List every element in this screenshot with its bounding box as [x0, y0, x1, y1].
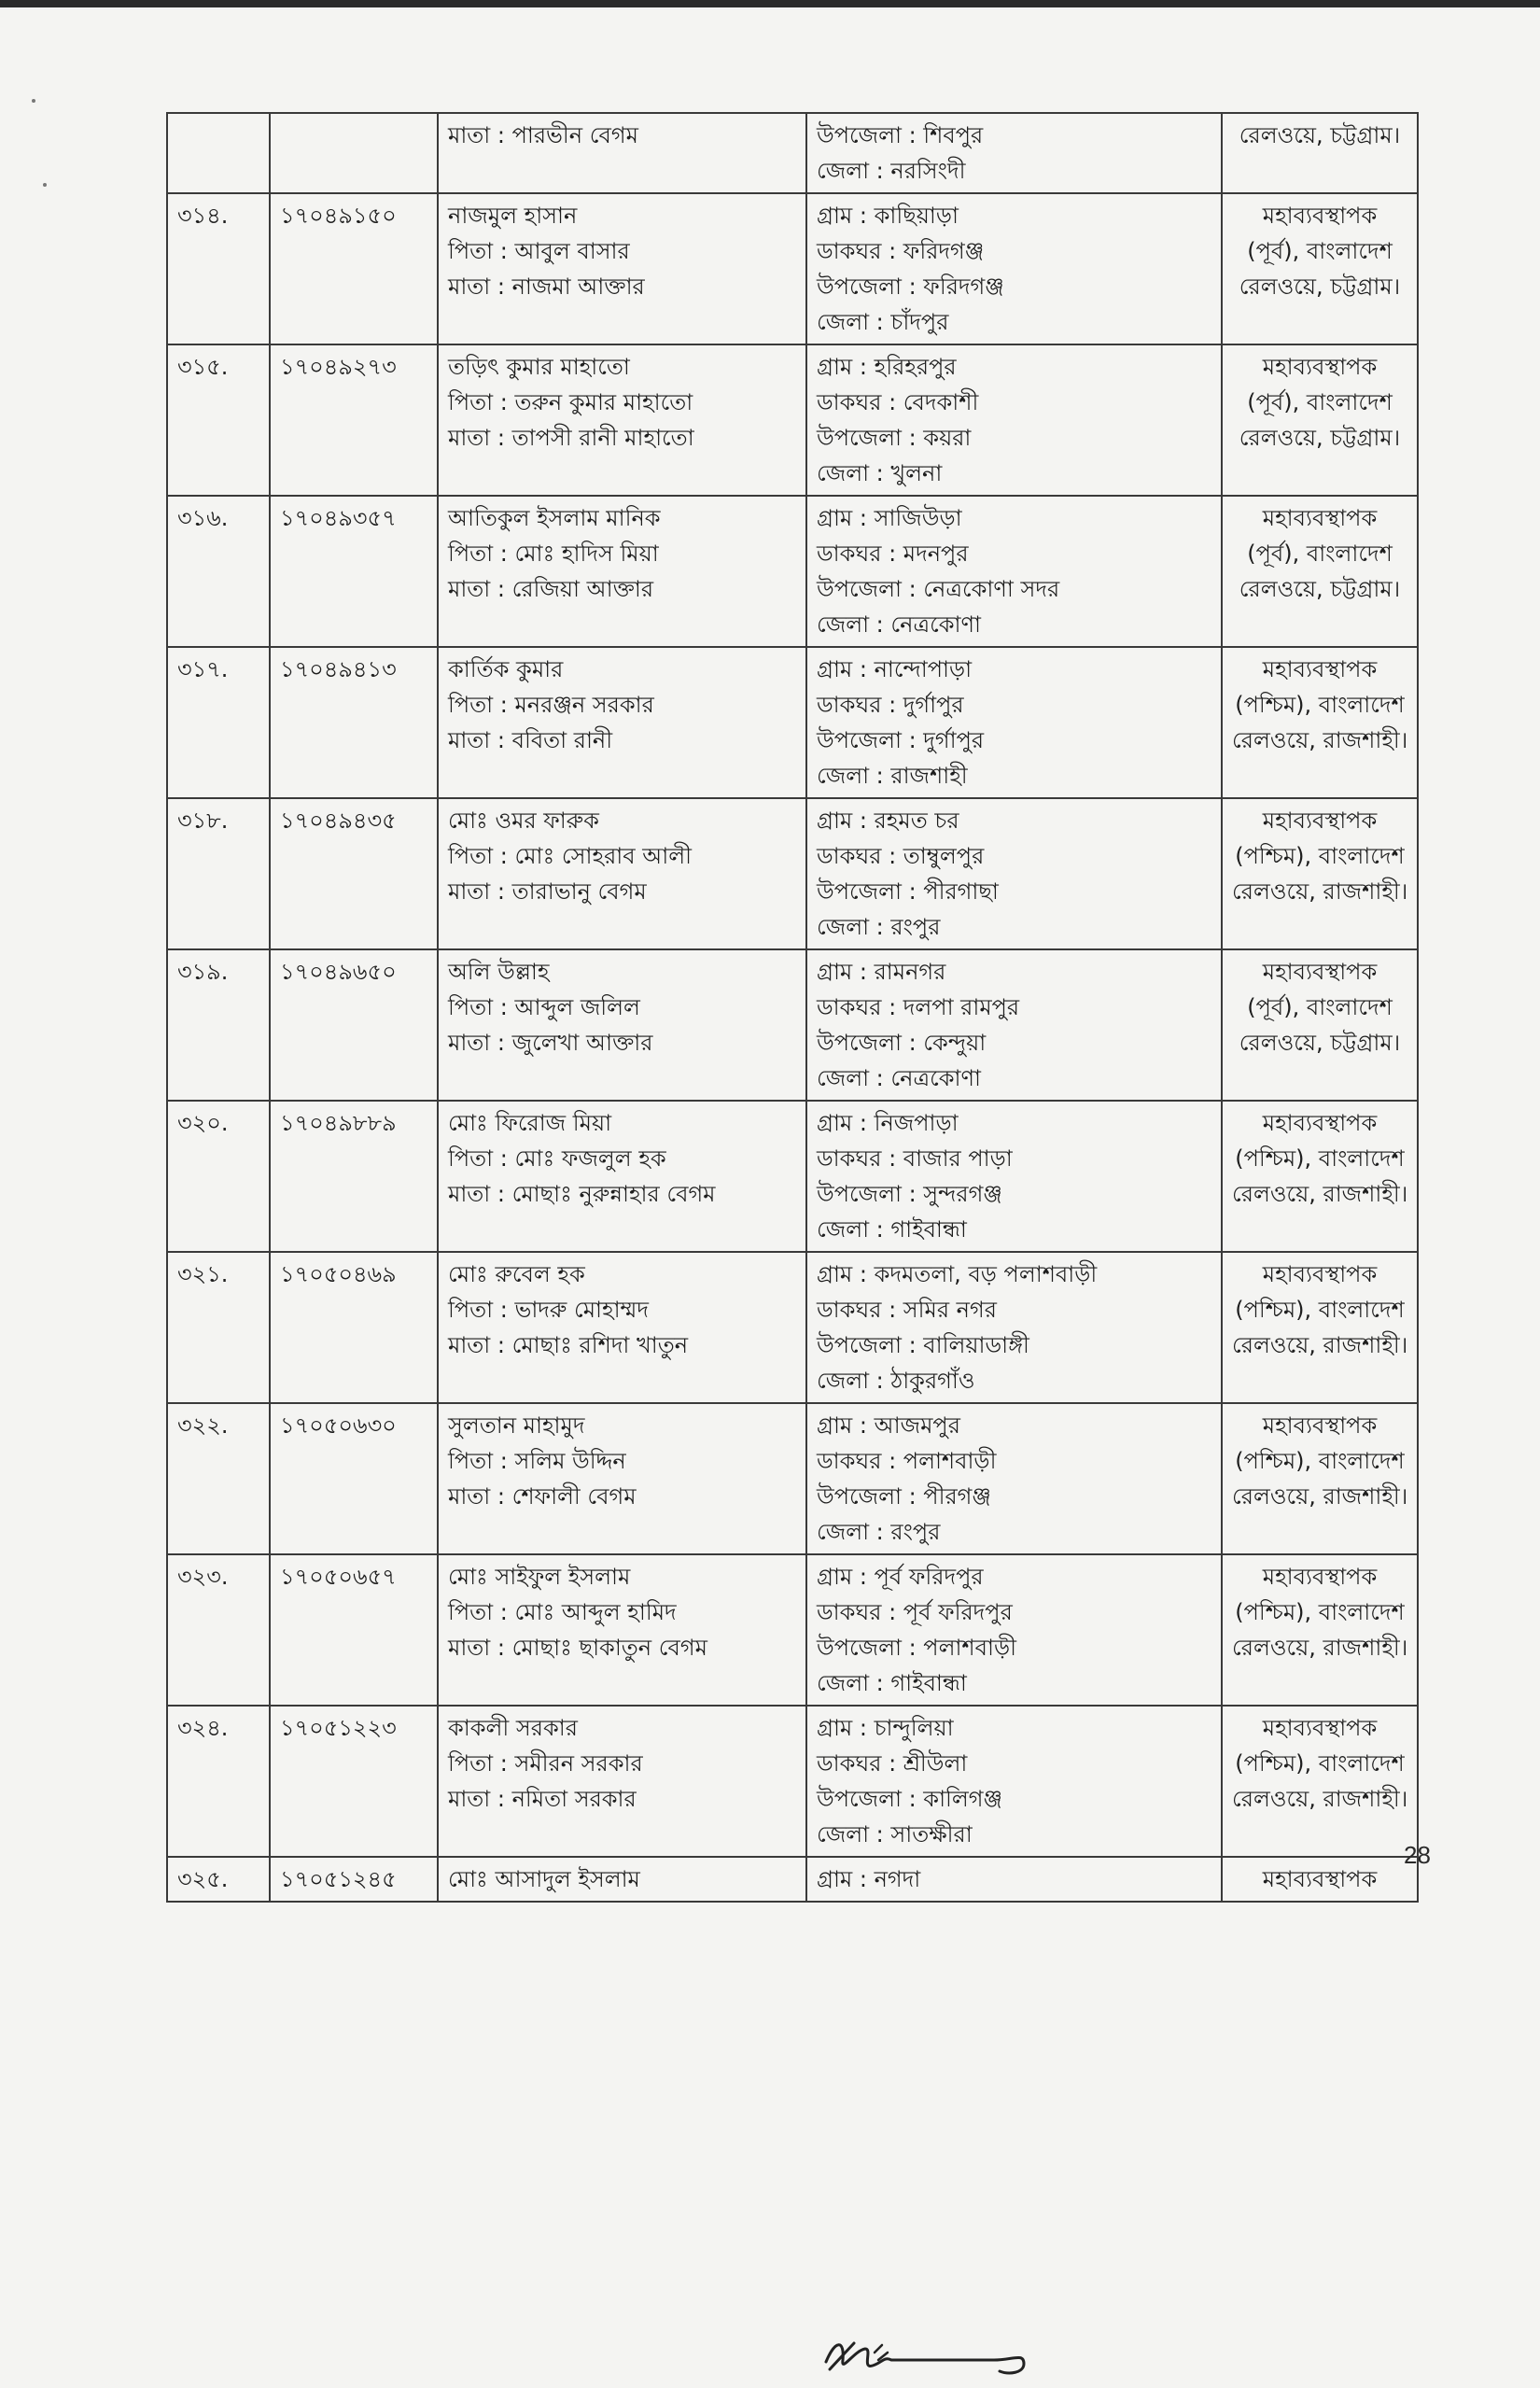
- posting-office-cell-line: (পূর্ব), বাংলাদেশ: [1247, 541, 1393, 567]
- serial-number-cell: [167, 949, 270, 1101]
- candidate-name-cell-line: মাতা : জুলেখা আক্তার: [448, 1030, 653, 1056]
- candidate-name-cell-line: মাতা : ববিতা রানী: [448, 727, 613, 753]
- roll-number-cell: [270, 1252, 438, 1403]
- roll-number-cell-line: ১৭০৫০৪৬৯: [280, 1261, 397, 1287]
- posting-office-cell-line: রেলওয়ে, রাজশাহী।: [1232, 1635, 1408, 1661]
- roll-number-cell: [270, 1403, 438, 1554]
- candidate-name-cell-line: পিতা : মোঃ ফজলুল হক: [448, 1145, 666, 1172]
- candidate-name-cell-line: মোঃ রুবেল হক: [448, 1261, 585, 1287]
- serial-number-cell-line: ৩২৩.: [177, 1564, 229, 1590]
- table-row: [167, 1554, 1418, 1706]
- address-cell-line: জেলা : রংপুর: [817, 914, 941, 940]
- posting-office-cell-line: (পশ্চিম), বাংলাদেশ: [1235, 1297, 1405, 1323]
- candidate-name-cell-line: পিতা : সমীরন সরকার: [448, 1750, 643, 1777]
- table-row: [167, 1403, 1418, 1554]
- candidate-name-cell: [438, 1706, 806, 1857]
- posting-office-cell: [1222, 1403, 1418, 1554]
- table-row: [167, 647, 1418, 798]
- table-row: [167, 1857, 1418, 1902]
- address-cell-line: গ্রাম : আজমপুর: [817, 1412, 960, 1439]
- posting-office-cell-line: রেলওয়ে, রাজশাহী।: [1232, 1786, 1408, 1812]
- posting-office-cell: [1222, 113, 1418, 193]
- address-cell-line: গ্রাম : সাজিউড়া: [817, 505, 962, 531]
- address-cell-line: উপজেলা : কেন্দুয়া: [817, 1030, 987, 1056]
- posting-office-cell-line: মহাব্যবস্থাপক: [1262, 1564, 1378, 1590]
- address-cell-line: ডাকঘর : তাম্বুলপুর: [817, 843, 985, 869]
- roll-number-cell: [270, 1101, 438, 1252]
- serial-number-cell: [167, 1554, 270, 1706]
- address-cell: [806, 496, 1222, 647]
- posting-office-cell: [1222, 798, 1418, 949]
- scan-speck: [43, 183, 47, 187]
- roll-number-cell-line: ১৭০৫০৬৫৭: [280, 1564, 397, 1590]
- table-row: [167, 1252, 1418, 1403]
- roll-number-cell: [270, 949, 438, 1101]
- address-cell-line: উপজেলা : কয়রা: [817, 425, 972, 451]
- table-row: [167, 193, 1418, 344]
- candidate-name-cell-line: সুলতান মাহামুদ: [448, 1412, 585, 1439]
- scan-speck: [32, 99, 35, 103]
- serial-number-cell-line: ৩২০.: [177, 1110, 229, 1136]
- candidate-name-cell: [438, 1403, 806, 1554]
- candidate-name-cell-line: মাতা : নমিতা সরকার: [448, 1786, 637, 1812]
- posting-office-cell-line: (পশ্চিম), বাংলাদেশ: [1235, 1145, 1405, 1172]
- candidate-name-cell-line: পিতা : তরুন কুমার মাহাতো: [448, 389, 693, 415]
- address-cell-line: গ্রাম : কদমতলা, বড় পলাশবাড়ী: [817, 1261, 1098, 1287]
- candidate-name-cell: [438, 1554, 806, 1706]
- posting-office-cell-line: রেলওয়ে, রাজশাহী।: [1232, 1332, 1408, 1358]
- posting-office-cell-line: রেলওয়ে, চট্টগ্রাম।: [1239, 1030, 1401, 1056]
- serial-number-cell: [167, 344, 270, 496]
- roll-number-cell: [270, 798, 438, 949]
- posting-office-cell-line: রেলওয়ে, রাজশাহী।: [1232, 1483, 1408, 1510]
- candidate-name-cell-line: মাতা : শেফালী বেগম: [448, 1483, 637, 1510]
- address-cell: [806, 647, 1222, 798]
- roll-number-cell: [270, 647, 438, 798]
- address-cell: [806, 113, 1222, 193]
- address-cell: [806, 1706, 1222, 1857]
- posting-office-cell-line: মহাব্যবস্থাপক: [1262, 203, 1378, 229]
- address-cell-line: উপজেলা : ফরিদগঞ্জ: [817, 274, 1004, 300]
- candidate-name-cell-line: মাতা : রেজিয়া আক্তার: [448, 576, 654, 602]
- address-cell-line: গ্রাম : নগদা: [817, 1866, 921, 1892]
- serial-number-cell-line: ৩১৯.: [177, 959, 229, 985]
- posting-office-cell-line: মহাব্যবস্থাপক: [1262, 354, 1378, 380]
- posting-office-cell-line: (পশ্চিম), বাংলাদেশ: [1235, 692, 1405, 718]
- candidate-name-cell-line: অলি উল্লাহ: [448, 959, 550, 985]
- candidate-name-cell-line: পিতা : ভাদরু মোহাম্মদ: [448, 1297, 649, 1323]
- serial-number-cell-line: ৩২৫.: [177, 1866, 229, 1892]
- address-cell-line: উপজেলা : বালিয়াডাঙ্গী: [817, 1332, 1029, 1358]
- candidate-name-cell: [438, 1101, 806, 1252]
- serial-number-cell: [167, 1101, 270, 1252]
- candidate-name-cell-line: নাজমুল হাসান: [448, 203, 578, 229]
- candidate-name-cell: [438, 496, 806, 647]
- candidate-name-cell-line: কাকলী সরকার: [448, 1715, 578, 1741]
- posting-office-cell: [1222, 647, 1418, 798]
- candidate-name-cell-line: পিতা : আব্দুল জলিল: [448, 994, 640, 1020]
- address-cell-line: উপজেলা : পীরগঞ্জ: [817, 1483, 991, 1510]
- candidate-name-cell-line: মাতা : মোছাঃ ছাকাতুন বেগম: [448, 1635, 707, 1661]
- posting-office-cell: [1222, 1101, 1418, 1252]
- posting-office-cell-line: রেলওয়ে, চট্টগ্রাম।: [1239, 122, 1401, 148]
- posting-office-cell-line: মহাব্যবস্থাপক: [1262, 656, 1378, 682]
- roll-number-cell-line: ১৭০৪৯৮৮৯: [280, 1110, 397, 1136]
- address-cell-line: উপজেলা : দুর্গাপুর: [817, 727, 985, 753]
- candidate-name-cell-line: মোঃ ফিরোজ মিয়া: [448, 1110, 612, 1136]
- posting-office-cell-line: মহাব্যবস্থাপক: [1262, 505, 1378, 531]
- candidate-name-cell: [438, 344, 806, 496]
- candidate-name-cell-line: পিতা : মনরঞ্জন সরকার: [448, 692, 654, 718]
- posting-office-cell-line: (পূর্ব), বাংলাদেশ: [1247, 389, 1393, 415]
- address-cell-line: জেলা : নেত্রকোণা: [817, 611, 981, 638]
- roll-number-cell: [270, 113, 438, 193]
- serial-number-cell-line: ৩১৭.: [177, 656, 229, 682]
- posting-office-cell-line: মহাব্যবস্থাপক: [1262, 808, 1378, 834]
- address-cell: [806, 1252, 1222, 1403]
- candidate-name-cell: [438, 1857, 806, 1902]
- posting-office-cell-line: মহাব্যবস্থাপক: [1262, 1261, 1378, 1287]
- roll-number-cell: [270, 193, 438, 344]
- posting-office-cell: [1222, 1706, 1418, 1857]
- address-cell: [806, 949, 1222, 1101]
- candidate-name-cell-line: পিতা : মোঃ হাদিস মিয়া: [448, 541, 659, 567]
- address-cell-line: উপজেলা : নেত্রকোণা সদর: [817, 576, 1060, 602]
- roll-number-cell-line: ১৭০৪৯৩৫৭: [280, 505, 397, 531]
- address-cell-line: জেলা : গাইবান্ধা: [817, 1216, 967, 1243]
- address-cell-line: জেলা : গাইবান্ধা: [817, 1670, 967, 1696]
- table-row: [167, 1706, 1418, 1857]
- address-cell-line: ডাকঘর : বেদকাশী: [817, 389, 979, 415]
- candidate-name-cell-line: মোঃ সাইফুল ইসলাম: [448, 1564, 631, 1590]
- candidate-name-cell-line: পিতা : সলিম উদ্দিন: [448, 1448, 626, 1474]
- address-cell: [806, 1403, 1222, 1554]
- posting-office-cell: [1222, 1857, 1418, 1902]
- posting-office-cell: [1222, 193, 1418, 344]
- candidate-name-cell-line: মোঃ আসাদুল ইসলাম: [448, 1866, 640, 1892]
- candidate-name-cell: [438, 798, 806, 949]
- address-cell-line: গ্রাম : কাছিয়াড়া: [817, 203, 959, 229]
- candidate-name-cell-line: মোঃ ওমর ফারুক: [448, 808, 599, 834]
- address-cell-line: জেলা : নরসিংদী: [817, 158, 966, 184]
- address-cell: [806, 798, 1222, 949]
- address-cell-line: ডাকঘর : পলাশবাড়ী: [817, 1448, 997, 1474]
- posting-office-cell-line: রেলওয়ে, রাজশাহী।: [1232, 1181, 1408, 1207]
- roll-number-cell-line: ১৭০৪৯৬৫০: [280, 959, 397, 985]
- address-cell-line: উপজেলা : পীরগাছা: [817, 878, 999, 905]
- roll-number-cell-line: ১৭০৪৯১৫০: [280, 203, 397, 229]
- roll-number-cell: [270, 496, 438, 647]
- serial-number-cell: [167, 798, 270, 949]
- roll-number-cell-line: ১৭০৪৯৪১৩: [280, 656, 397, 682]
- serial-number-cell: [167, 1403, 270, 1554]
- address-cell-line: ডাকঘর : বাজার পাড়া: [817, 1145, 1013, 1172]
- roll-number-cell-line: ১৭০৪৯২৭৩: [280, 354, 397, 380]
- address-cell: [806, 1554, 1222, 1706]
- table-row: [167, 949, 1418, 1101]
- candidate-table: [166, 112, 1419, 1903]
- posting-office-cell-line: রেলওয়ে, চট্টগ্রাম।: [1239, 425, 1401, 451]
- address-cell-line: ডাকঘর : সমির নগর: [817, 1297, 997, 1323]
- candidate-name-cell-line: পিতা : মোঃ আব্দুল হামিদ: [448, 1599, 677, 1625]
- table-row: [167, 1101, 1418, 1252]
- address-cell-line: উপজেলা : পলাশবাড়ী: [817, 1635, 1016, 1661]
- serial-number-cell: [167, 1252, 270, 1403]
- posting-office-cell-line: রেলওয়ে, রাজশাহী।: [1232, 727, 1408, 753]
- candidate-name-cell-line: আতিকুল ইসলাম মানিক: [448, 505, 661, 531]
- candidate-name-cell-line: মাতা : মোছাঃ রশিদা খাতুন: [448, 1332, 689, 1358]
- address-cell-line: জেলা : সাতক্ষীরা: [817, 1821, 973, 1847]
- address-cell: [806, 193, 1222, 344]
- roll-number-cell-line: ১৭০৫১২৪৫: [280, 1866, 397, 1892]
- address-cell: [806, 344, 1222, 496]
- top-border-line: [0, 0, 1540, 7]
- serial-number-cell-line: ৩২৪.: [177, 1715, 229, 1741]
- signature-mark: [817, 2332, 1041, 2388]
- candidate-name-cell: [438, 193, 806, 344]
- address-cell-line: গ্রাম : পূর্ব ফরিদপুর: [817, 1564, 984, 1590]
- posting-office-cell: [1222, 496, 1418, 647]
- address-cell-line: ডাকঘর : মদনপুর: [817, 541, 969, 567]
- roll-number-cell-line: ১৭০৫০৬৩০: [280, 1412, 397, 1439]
- candidate-name-cell-line: মাতা : পারভীন বেগম: [448, 122, 638, 148]
- serial-number-cell-line: ৩২১.: [177, 1261, 229, 1287]
- posting-office-cell-line: (পূর্ব), বাংলাদেশ: [1247, 238, 1393, 264]
- address-cell-line: জেলা : খুলনা: [817, 460, 943, 486]
- candidate-name-cell-line: মাতা : নাজমা আক্তার: [448, 274, 645, 300]
- address-cell-line: গ্রাম : হরিহরপুর: [817, 354, 957, 380]
- address-cell: [806, 1101, 1222, 1252]
- address-cell-line: জেলা : নেত্রকোণা: [817, 1065, 981, 1091]
- posting-office-cell-line: রেলওয়ে, চট্টগ্রাম।: [1239, 274, 1401, 300]
- address-cell-line: জেলা : রাজশাহী: [817, 763, 968, 789]
- address-cell-line: গ্রাম : নান্দোপাড়া: [817, 656, 973, 682]
- serial-number-cell-line: ৩১৮.: [177, 808, 229, 834]
- roll-number-cell: [270, 344, 438, 496]
- address-cell-line: গ্রাম : রামনগর: [817, 959, 946, 985]
- serial-number-cell: [167, 1706, 270, 1857]
- address-cell-line: ডাকঘর : দলপা রামপুর: [817, 994, 1020, 1020]
- posting-office-cell-line: মহাব্যবস্থাপক: [1262, 1110, 1378, 1136]
- address-cell-line: ডাকঘর : শ্রীউলা: [817, 1750, 968, 1777]
- table-row: [167, 496, 1418, 647]
- address-cell-line: ডাকঘর : পূর্ব ফরিদপুর: [817, 1599, 1013, 1625]
- serial-number-cell: [167, 193, 270, 344]
- serial-number-cell-line: ৩১৫.: [177, 354, 229, 380]
- candidate-name-cell: [438, 949, 806, 1101]
- address-cell-line: ডাকঘর : ফরিদগঞ্জ: [817, 238, 985, 264]
- roll-number-cell: [270, 1554, 438, 1706]
- address-cell-line: উপজেলা : কালিগঞ্জ: [817, 1786, 1003, 1812]
- candidate-name-cell: [438, 647, 806, 798]
- posting-office-cell-line: (পূর্ব), বাংলাদেশ: [1247, 994, 1393, 1020]
- posting-office-cell-line: মহাব্যবস্থাপক: [1262, 1412, 1378, 1439]
- roll-number-cell: [270, 1857, 438, 1902]
- serial-number-cell: [167, 113, 270, 193]
- serial-number-cell-line: ৩১৬.: [177, 505, 229, 531]
- candidate-name-cell-line: মাতা : তাপসী রানী মাহাতো: [448, 425, 694, 451]
- roll-number-cell-line: ১৭০৫১২২৩: [280, 1715, 397, 1741]
- address-cell: [806, 1857, 1222, 1902]
- address-cell-line: গ্রাম : চান্দুলিয়া: [817, 1715, 954, 1741]
- candidate-name-cell: [438, 113, 806, 193]
- candidate-name-cell-line: মাতা : তারাভানু বেগম: [448, 878, 647, 905]
- candidate-name-cell-line: তড়িৎ কুমার মাহাতো: [448, 354, 630, 380]
- table-row: [167, 344, 1418, 496]
- posting-office-cell-line: মহাব্যবস্থাপক: [1262, 1866, 1378, 1892]
- records-sheet: [166, 112, 1417, 1903]
- address-cell-line: জেলা : রংপুর: [817, 1519, 941, 1545]
- posting-office-cell-line: (পশ্চিম), বাংলাদেশ: [1235, 1599, 1405, 1625]
- roll-number-cell-line: ১৭০৪৯৪৩৫: [280, 808, 397, 834]
- address-cell-line: গ্রাম : নিজপাড়া: [817, 1110, 959, 1136]
- serial-number-cell: [167, 1857, 270, 1902]
- posting-office-cell-line: মহাব্যবস্থাপক: [1262, 959, 1378, 985]
- posting-office-cell-line: (পশ্চিম), বাংলাদেশ: [1235, 1750, 1405, 1777]
- posting-office-cell: [1222, 1554, 1418, 1706]
- address-cell-line: জেলা : ঠাকুরগাঁও: [817, 1368, 975, 1394]
- address-cell-line: ডাকঘর : দুর্গাপুর: [817, 692, 964, 718]
- address-cell-line: গ্রাম : রহমত চর: [817, 808, 959, 834]
- posting-office-cell: [1222, 344, 1418, 496]
- posting-office-cell: [1222, 949, 1418, 1101]
- serial-number-cell-line: ৩১৪.: [177, 203, 229, 229]
- candidate-table-body: [167, 113, 1418, 1902]
- posting-office-cell-line: রেলওয়ে, রাজশাহী।: [1232, 878, 1408, 905]
- posting-office-cell: [1222, 1252, 1418, 1403]
- roll-number-cell: [270, 1706, 438, 1857]
- address-cell-line: জেলা : চাঁদপুর: [817, 309, 949, 335]
- page-number: 28: [1404, 1841, 1431, 1869]
- candidate-name-cell-line: মাতা : মোছাঃ নুরুন্নাহার বেগম: [448, 1181, 716, 1207]
- address-cell-line: উপজেলা : সুন্দরগঞ্জ: [817, 1181, 1002, 1207]
- posting-office-cell-line: (পশ্চিম), বাংলাদেশ: [1235, 1448, 1405, 1474]
- candidate-name-cell-line: কার্তিক কুমার: [448, 656, 564, 682]
- candidate-name-cell-line: পিতা : মোঃ সোহরাব আলী: [448, 843, 692, 869]
- posting-office-cell-line: রেলওয়ে, চট্টগ্রাম।: [1239, 576, 1401, 602]
- serial-number-cell: [167, 647, 270, 798]
- address-cell-line: উপজেলা : শিবপুর: [817, 122, 984, 148]
- candidate-name-cell-line: পিতা : আবুল বাসার: [448, 238, 630, 264]
- serial-number-cell: [167, 496, 270, 647]
- candidate-name-cell: [438, 1252, 806, 1403]
- table-row: [167, 798, 1418, 949]
- posting-office-cell-line: (পশ্চিম), বাংলাদেশ: [1235, 843, 1405, 869]
- serial-number-cell-line: ৩২২.: [177, 1412, 229, 1439]
- posting-office-cell-line: মহাব্যবস্থাপক: [1262, 1715, 1378, 1741]
- table-row: [167, 113, 1418, 193]
